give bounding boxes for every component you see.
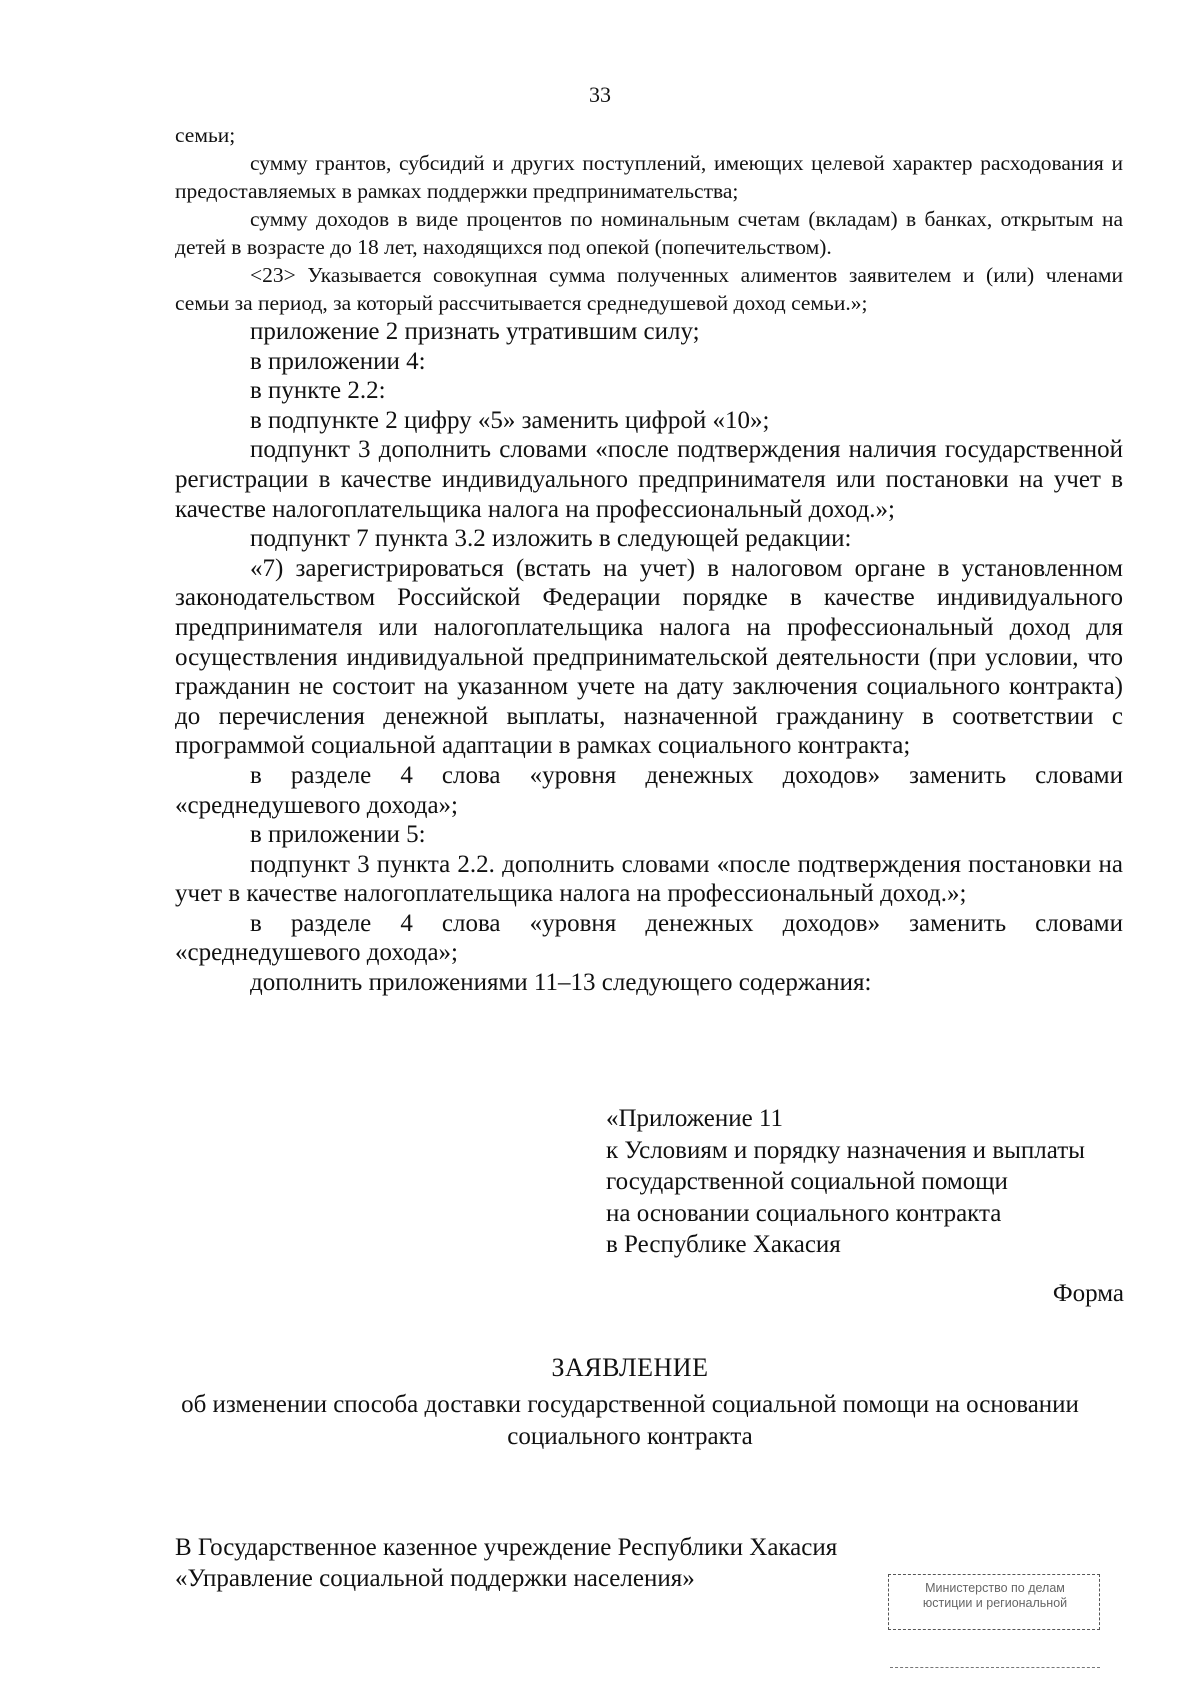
page-number: 33: [589, 82, 611, 107]
body-paragraph: подпункт 7 пункта 3.2 изложить в следующей редакции:: [250, 525, 852, 553]
stamp-line-text: юстиции и региональной: [922, 1596, 1068, 1610]
appendix-line: в Республике Хакасия: [606, 1231, 841, 1258]
addressee: В Государственное казенное учреждение Республики Хакасия «Управление социальной поддержки населения»: [175, 1534, 838, 1592]
body-paragraph: в разделе 4 слова «уровня денежных доходов» заменить словами «среднедушевого дохода»;: [175, 909, 1123, 967]
registration-stamp: [888, 1574, 1100, 1630]
body-paragraph: «7) зарегистрироваться (встать на учет) в налоговом органе в установленном законодательством Российской Федерации порядке в качестве индивидуального предпринимателя или налогоплательщика налога на профессиональный доход для осуществления индивидуальной предпринимательской деятельности (при условии, что гражданин не состоит на указанном учете на дату заключения социального контракта) до перечисления денежной выплаты, назначенной гражданину в соответствии с программой социальной адаптации в рамках социального контракта;: [175, 554, 1123, 760]
form-label: Форма: [1052, 1280, 1124, 1307]
appendix-line: на основании социального контракта: [606, 1199, 1002, 1227]
body-paragraph: сумму доходов в виде процентов по номинальным счетам (вкладам) в банках, открытым на детей в возрасте до 18 лет, находящихся под опекой (попечительством).: [175, 207, 1123, 259]
body-paragraph: в пункте 2.2:: [250, 377, 386, 405]
body-paragraph: в разделе 4 слова «уровня денежных доходов» заменить словами «среднедушевого дохода»;: [175, 761, 1123, 819]
body-paragraph: подпункт 3 дополнить словами «после подтверждения наличия государственной регистрации в качестве индивидуального предпринимателя или постановки на учет в качестве налогоплательщика налога на профессиональный доход.»;: [175, 436, 1123, 523]
document-title: ЗАЯВЛЕНИЕ: [551, 1353, 709, 1382]
stamp-line-text: Министерство по делам: [925, 1581, 1065, 1595]
body-paragraph: сумму грантов, субсидий и других поступлений, имеющих целевой характер расходования и предоставляемых в рамках поддержки предпринимательства;: [175, 151, 1123, 203]
body-paragraph: в приложении 4:: [250, 347, 426, 375]
appendix-line: к Условиям и порядку назначения и выплаты: [606, 1136, 1085, 1164]
document-body: [175, 121, 1123, 998]
appendix-line: государственной социальной помощи: [606, 1168, 1008, 1195]
appendix-header: [606, 1103, 1085, 1261]
body-paragraph: <23> Указывается совокупная сумма полученных алиментов заявителем и (или) членами семьи за период, за который рассчитывается среднедушевой доход семьи.»;: [175, 263, 1123, 315]
stamp-underline: [890, 1667, 1100, 1668]
body-paragraph: семьи;: [175, 123, 236, 147]
body-paragraph: приложение 2 признать утратившим силу;: [250, 318, 700, 345]
body-paragraph: подпункт 3 пункта 2.2. дополнить словами «после подтверждения постановки на учет в качестве налогоплательщика налога на профессиональный доход.»;: [175, 850, 1123, 908]
appendix-line: «Приложение 11: [606, 1105, 784, 1132]
body-paragraph: дополнить приложениями 11–13 следующего содержания:: [250, 969, 872, 997]
body-paragraph: в приложении 5:: [250, 821, 426, 849]
document-subtitle: об изменении способа доставки государственной социальной помощи на основании социального контракта: [181, 1391, 1079, 1450]
body-paragraph: в подпункте 2 цифру «5» заменить цифрой «10»;: [250, 406, 770, 434]
